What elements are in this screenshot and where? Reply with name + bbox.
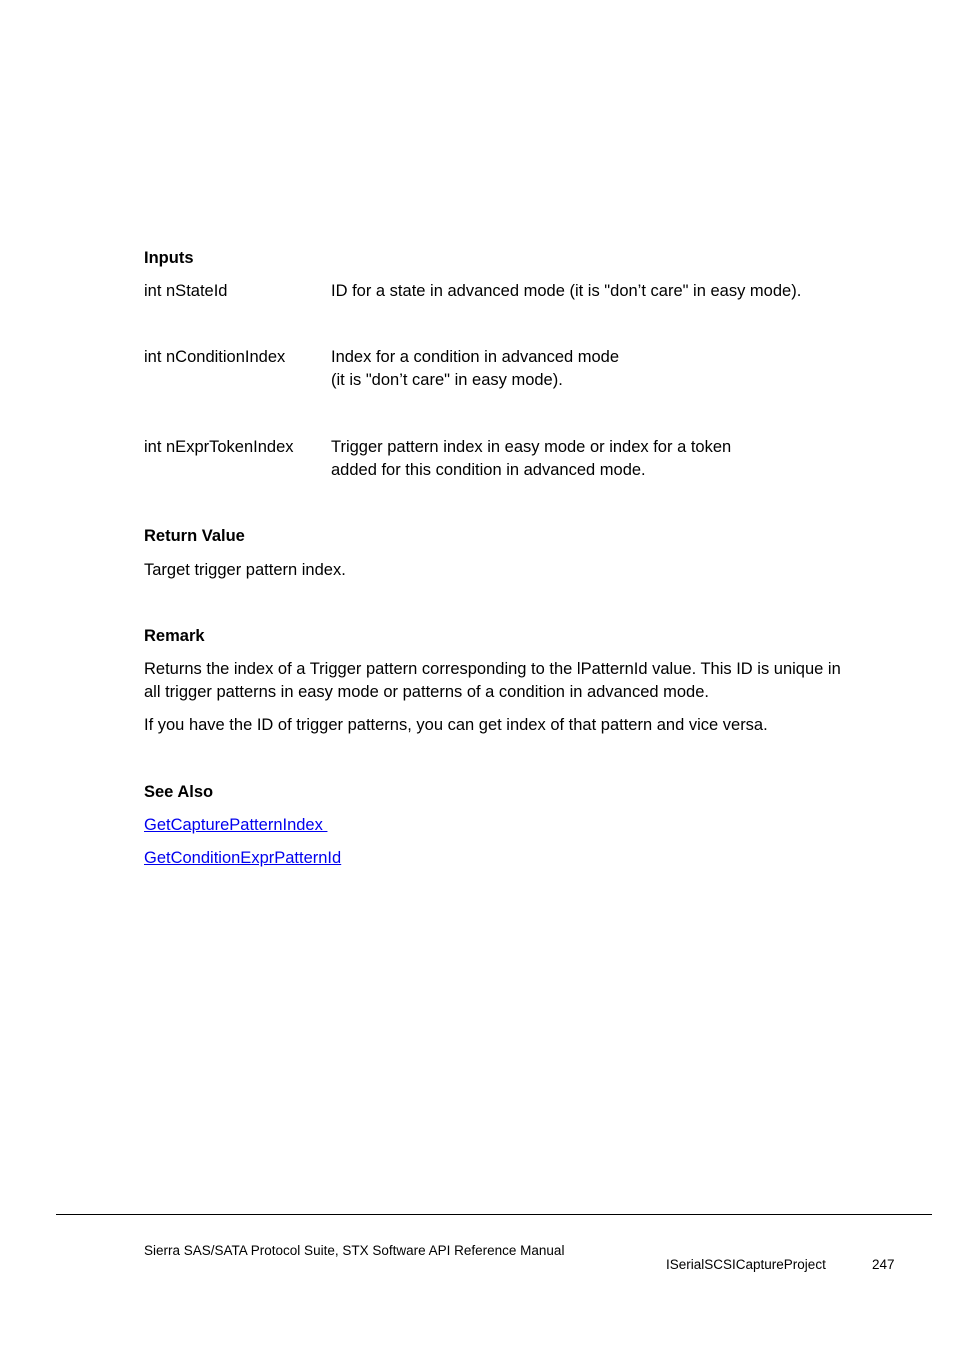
link-getcapturepatternindex[interactable]: GetCapturePatternIndex [144, 816, 328, 834]
remark-paragraph-1 [144, 658, 841, 704]
remark-heading: Remark [144, 627, 205, 645]
footer-section-name: ISerialSCSICaptureProject [666, 1257, 826, 1272]
return-value-heading: Return Value [144, 527, 245, 545]
footer-divider [56, 1214, 932, 1215]
param-name-nstateid: int nStateId [144, 282, 228, 300]
link-getconditionexprpatternid[interactable]: GetConditionExprPatternId [144, 849, 342, 867]
inputs-heading: Inputs [144, 249, 194, 267]
remark-paragraph-2: If you have the ID of trigger patterns, you can get index of that pattern and vice versa. [144, 716, 768, 734]
param-desc-line: Trigger pattern index in easy mode or index for a token [331, 438, 732, 456]
param-desc-line: added for this condition in advanced mode. [331, 461, 646, 479]
param-desc-nstateid [331, 280, 911, 303]
param-desc-line: (it is "don’t care" in easy mode). [331, 371, 563, 389]
param-desc-nconditionindex [331, 346, 911, 392]
see-also-heading: See Also [144, 783, 214, 801]
param-name-nconditionindex: int nConditionIndex [144, 348, 286, 366]
return-value-text: Target trigger pattern index. [144, 561, 346, 579]
param-desc-line: Index for a condition in advanced mode [331, 348, 620, 366]
param-desc-line: ID for a state in advanced mode (it is "don’t care" in easy mode). [331, 282, 802, 300]
remark-line: Returns the index of a Trigger pattern corresponding to the lPatternId value. This ID is unique in [144, 660, 841, 678]
param-name-nexprtokenindex: int nExprTokenIndex [144, 438, 294, 456]
param-desc-nexprtokenindex [331, 436, 911, 482]
remark-line: all trigger patterns in easy mode or patterns of a condition in advanced mode. [144, 683, 709, 701]
footer-manual-title: Sierra SAS/SATA Protocol Suite, STX Software API Reference Manual [144, 1243, 565, 1258]
footer-page-number: 247 [872, 1257, 895, 1272]
